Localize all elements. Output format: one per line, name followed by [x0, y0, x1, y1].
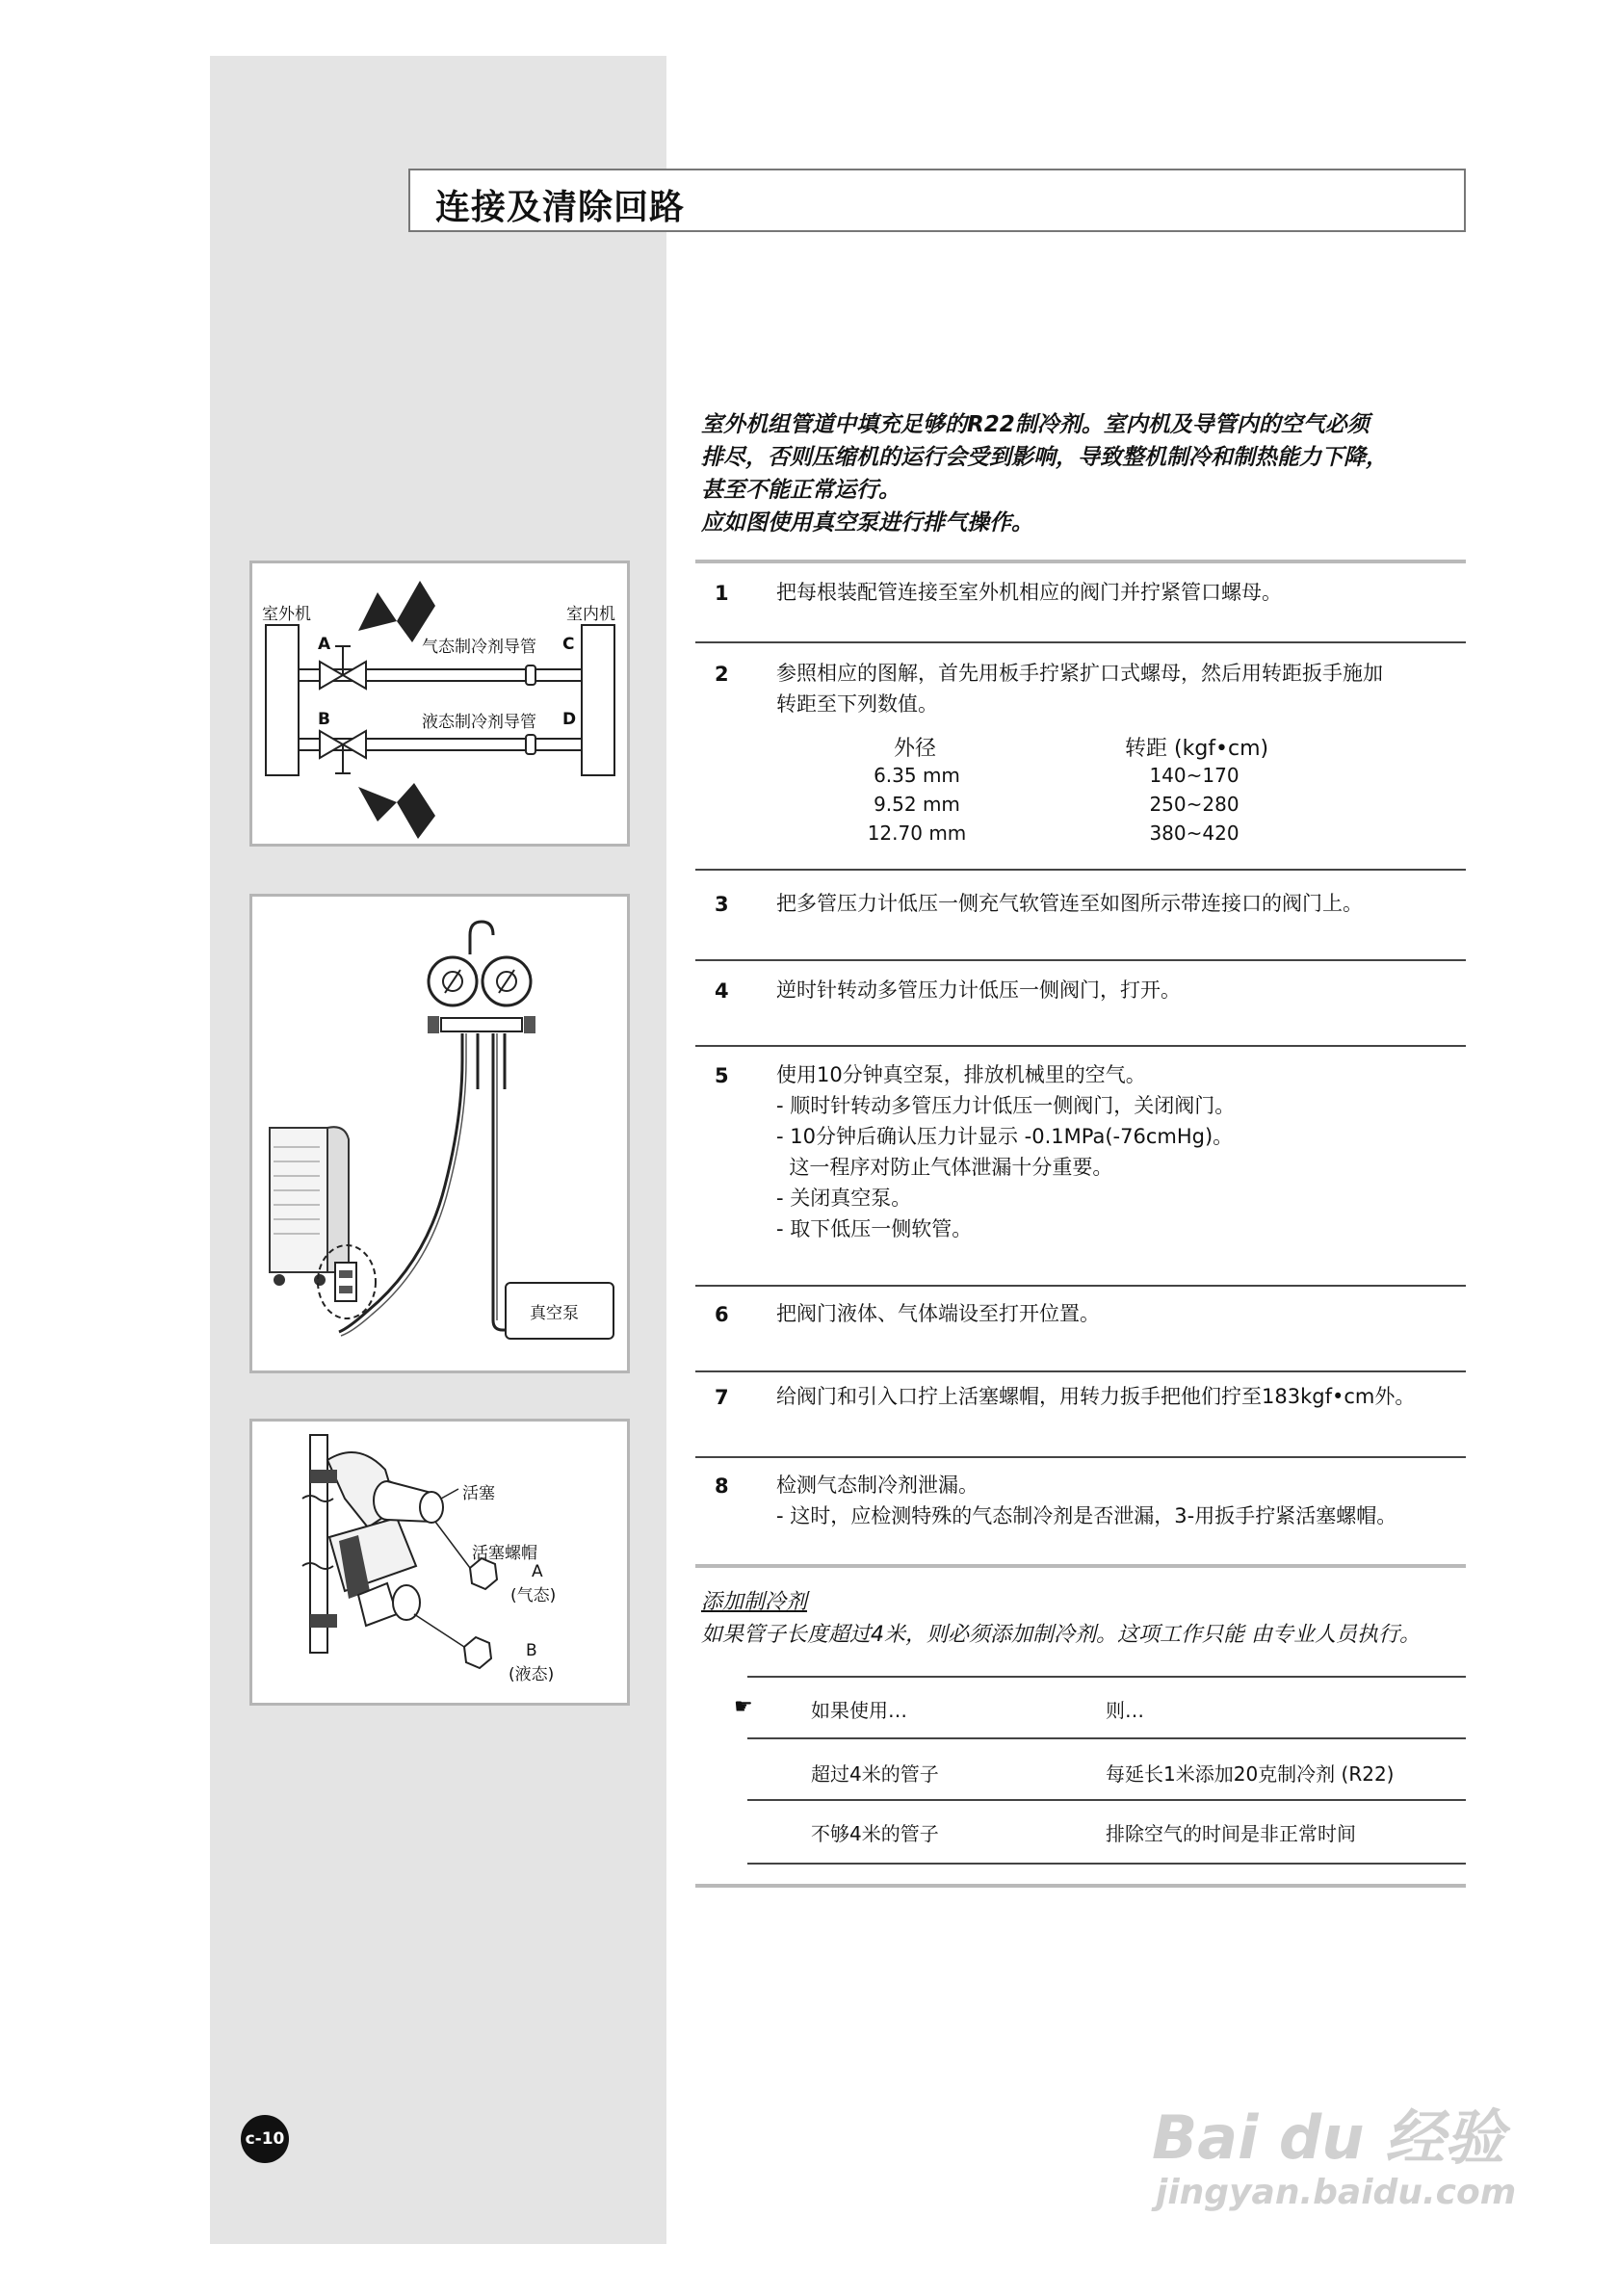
refrigerant-row-if: 超过4米的管子	[811, 1762, 939, 1786]
torque-diameter-cell: 9.52 mm	[874, 793, 960, 816]
refrigerant-row-if: 不够4米的管子	[811, 1822, 939, 1845]
step-5-number: 5	[715, 1064, 729, 1087]
torque-value-header: 转距 (kgf•cm)	[1125, 737, 1269, 761]
torque-diameter-cell: 6.35 mm	[874, 764, 960, 787]
step-6-text: 把阀门液体、气体端设至打开位置。	[776, 1302, 1100, 1325]
valve-a-state-label: (气态)	[510, 1586, 557, 1605]
intro-text	[701, 408, 1472, 539]
step-5-line: - 取下低压一侧软管。	[776, 1217, 973, 1240]
baidu-watermark-logo: Bai du 经验	[1152, 2102, 1505, 2173]
add-refrigerant-desc: 如果管子长度超过4米，则必须添加制冷剂。这项工作只能 由专业人员执行。	[701, 1623, 1421, 1647]
vacuum-pump-panel	[249, 894, 630, 1373]
plug-cap-label: 活塞螺帽	[472, 1544, 537, 1563]
page-title: 连接及清除回路	[435, 188, 686, 227]
step-5-line: - 顺时针转动多管压力计低压一侧阀门，关闭阀门。	[776, 1094, 1236, 1117]
refrigerant-table-rule	[747, 1799, 1466, 1801]
step-divider	[695, 641, 1466, 643]
refrigerant-head-then: 则…	[1106, 1699, 1144, 1722]
refrigerant-head-if: 如果使用…	[811, 1699, 907, 1722]
step-1-number: 1	[715, 582, 729, 605]
valve-b-label: B	[526, 1641, 537, 1660]
step-5-line: 这一程序对防止气体泄漏十分重要。	[776, 1156, 1113, 1179]
step-divider	[695, 1370, 1466, 1372]
point-a-label: A	[318, 635, 331, 654]
baidu-watermark-url: jingyan.baidu.com	[1156, 2173, 1517, 2212]
step-3-number: 3	[715, 893, 729, 916]
intro-line: 甚至不能正常运行。	[701, 478, 900, 503]
point-d-label: D	[562, 710, 577, 729]
torque-value-cell: 140~170	[1149, 764, 1240, 787]
step-divider	[695, 1045, 1466, 1047]
step-6-number: 6	[715, 1303, 729, 1326]
step-divider	[695, 869, 1466, 871]
add-refrigerant-title: 添加制冷剂	[701, 1590, 808, 1614]
torque-value-cell: 250~280	[1149, 793, 1240, 816]
torque-diameter-column	[859, 761, 975, 848]
page-number-badge: c-10	[241, 2115, 289, 2163]
step-8-line: 检测气态制冷剂泄漏。	[776, 1474, 979, 1497]
vacuum-pump-label: 真空泵	[530, 1304, 579, 1323]
step-5-line: 使用10分钟真空泵，排放机械里的空气。	[776, 1063, 1146, 1086]
step-3-text: 把多管压力计低压一侧充气软管连至如图所示带连接口的阀门上。	[776, 892, 1363, 915]
step-8-line: - 这时，应检测特殊的气态制冷剂是否泄漏，3-用扳手拧紧活塞螺帽。	[776, 1504, 1397, 1527]
valve-detail-panel	[249, 1419, 630, 1706]
indoor-unit-label: 室内机	[566, 605, 615, 624]
step-4-text: 逆时针转动多管压力计低压一侧阀门，打开。	[776, 978, 1181, 1002]
step-4-number: 4	[715, 979, 729, 1003]
step-2-line: 参照相应的图解，首先用板手拧紧扩口式螺母，然后用转距扳手施加	[776, 662, 1383, 685]
refrigerant-table-top-rule	[747, 1676, 1466, 1678]
step-2-line: 转距至下列数值。	[776, 692, 938, 716]
step-8-number: 8	[715, 1474, 729, 1498]
step-divider	[695, 1285, 1466, 1287]
refrigerant-table-bottom-rule	[747, 1863, 1466, 1865]
steps-top-rule	[695, 560, 1466, 563]
point-b-label: B	[318, 710, 330, 729]
step-2-number: 2	[715, 663, 729, 686]
intro-line: 室外机组管道中填充足够的R22制冷剂。室内机及导管内的空气必须	[701, 412, 1370, 437]
pipe-diagram-panel	[249, 561, 630, 847]
step-7-number: 7	[715, 1386, 729, 1409]
refrigerant-row-then: 每延长1米添加20克制冷剂 (R22)	[1106, 1762, 1395, 1786]
valve-detail-svg	[252, 1422, 627, 1703]
step-1-text: 把每根装配管连接至室外机相应的阀门并拧紧管口螺母。	[776, 581, 1282, 604]
intro-line: 排尽，否则压缩机的运行会受到影响，导致整机制冷和制热能力下降，	[701, 445, 1388, 470]
step-7-text: 给阀门和引入口拧上活塞螺帽，用转力扳手把他们拧至183kgf•cm外。	[776, 1385, 1416, 1408]
plug-label: 活塞	[462, 1484, 495, 1503]
step-5-line: - 10分钟后确认压力计显示 -0.1MPa(-76cmHg)。	[776, 1125, 1234, 1148]
torque-diameter-cell: 12.70 mm	[867, 822, 967, 845]
note-hand-icon: ☛	[734, 1695, 753, 1719]
valve-b-state-label: (液态)	[509, 1665, 555, 1684]
refrigerant-table-rule	[747, 1737, 1466, 1739]
outdoor-unit-label: 室外机	[262, 605, 311, 624]
valve-a-label: A	[532, 1562, 543, 1581]
title-box	[408, 169, 1466, 232]
gas-pipe-label: 气态制冷剂导管	[422, 638, 536, 657]
refrigerant-row-then: 排除空气的时间是非正常时间	[1106, 1822, 1356, 1845]
steps-bottom-rule	[695, 1564, 1466, 1568]
point-c-label: C	[562, 635, 575, 654]
step-divider	[695, 1456, 1466, 1458]
torque-value-column	[1136, 761, 1252, 848]
intro-line: 应如图使用真空泵进行排气操作。	[701, 510, 1033, 535]
liquid-pipe-label: 液态制冷剂导管	[422, 713, 536, 732]
section-bottom-rule	[695, 1884, 1466, 1888]
torque-value-cell: 380~420	[1149, 822, 1240, 845]
step-5-line: - 关闭真空泵。	[776, 1187, 912, 1210]
torque-diameter-header: 外径	[894, 737, 937, 761]
step-divider	[695, 959, 1466, 961]
